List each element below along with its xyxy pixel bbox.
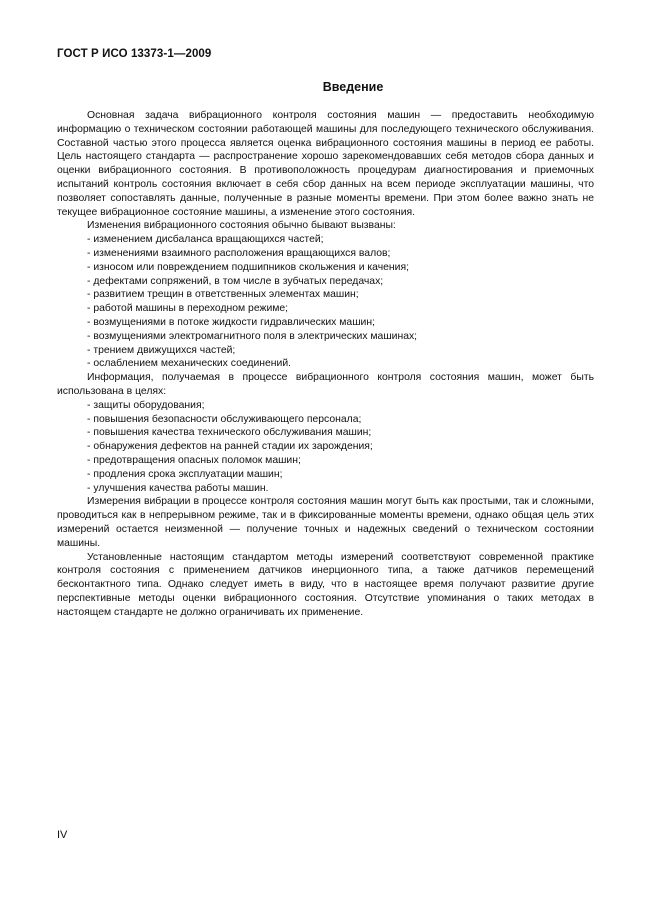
list-item: - трением движущихся частей; [87,344,236,356]
list-item: - повышения безопасности обслуживающего персонала; [87,413,362,425]
document-header: ГОСТ Р ИСО 13373-1—2009 [57,48,212,60]
list-item: - возмущениями в потоке жидкости гидравлических машин; [87,316,375,328]
paragraph-methods: Установленные настоящим стандартом методы измерений соответствуют современной практике контроля состояния с применением датчиков инерционного типа, а также датчиков перемещений бесконтактного типа. Однако следует иметь в виду, что в настоящее время получают развитие другие перспективные методы оценки вибрационного состояния. Отсутствие упоминания о таких методах в настоящем стандарте не должно ограничивать их применение. [57,551,594,618]
purposes-list [57,399,594,496]
list-item: - улучшения качества работы машин. [87,482,269,494]
list-item: - обнаружения дефектов на ранней стадии их зарождения; [87,441,373,453]
list-item: - износом или повреждением подшипников скольжения и качения; [87,261,409,273]
list-item: - изменением дисбаланса вращающихся частей; [87,234,324,246]
list-item: - возмущениями электромагнитного поля в электрических машинах; [87,330,418,342]
list-item: - защиты оборудования; [87,399,205,411]
causes-list [57,233,594,371]
section-title: Введение [322,80,384,94]
section-body [57,109,594,619]
list-item: - ослаблением механических соединений. [87,358,292,370]
list-item: - дефектами сопряжений, в том числе в зубчатых передачах; [87,275,384,287]
paragraph-intro: Основная задача вибрационного контроля состояния машин — предоставить необходимую информацию о техническом состоянии работающей машины для последующего технического обслуживания. Составной частью этого процесса является оценка вибрационного состояния машины в период ее работы. Цель настоящего стандарта — распространение хорошо зарекомендовавших себя методов сбора данных и оценки вибрационного состояния. В противоположность процедурам диагностирования и приемочных испытаний контроль состояния включает в себя сбор данных на всем периоде эксплуатации машины, что позволяет сопоставлять данные, полученные в разные моменты времени. При этом более важно знать не текущее вибрационное состояние машины, а изменение этого состояния. [57,110,594,218]
paragraph-measurements: Измерения вибрации в процессе контроля состояния машин могут быть как простыми, так и сложными, проводиться как в непрерывном режиме, так и в фиксированные моменты времени, однако общая цель этих измерений остается неизменной — получение точных и надежных сведений о техническом состоянии машины. [57,496,594,549]
list-item: - развитием трещин в ответственных элементах машин; [87,289,359,301]
list-item: - повышения качества технического обслуживания машин; [87,427,372,439]
page-number: IV [57,829,68,841]
list-item: - изменениями взаимного расположения вращающихся валов; [87,247,391,259]
list-item: - продления срока эксплуатации машин; [87,468,283,480]
list-item: - работой машины в переходном режиме; [87,303,289,315]
paragraph-causes-intro: Изменения вибрационного состояния обычно бывают вызваны: [87,220,396,232]
list-item: - предотвращения опасных поломок машин; [87,454,301,466]
paragraph-info-intro: Информация, получаемая в процессе вибрационного контроля состояния машин, может быть использована в целях: [57,372,594,397]
